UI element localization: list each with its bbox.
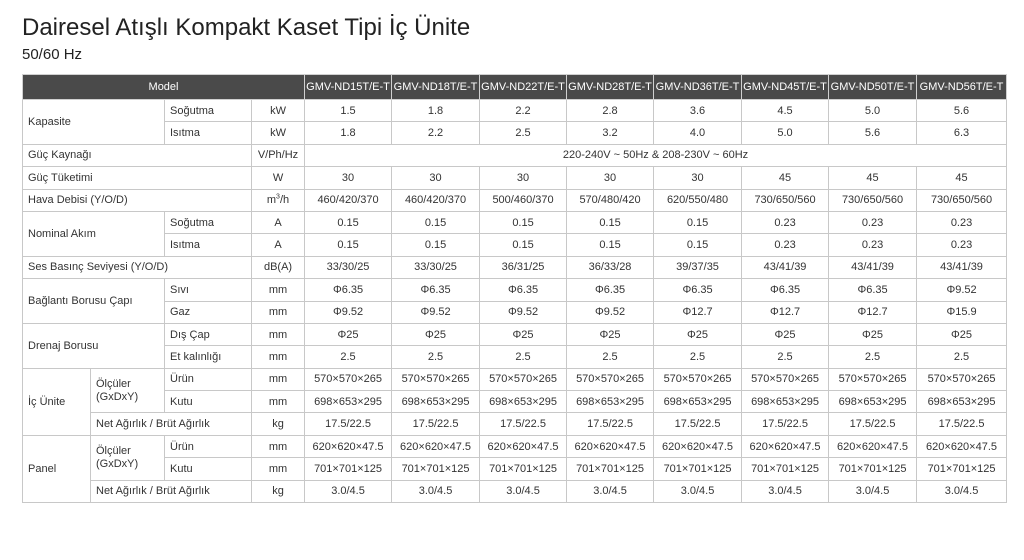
- value-cell: Φ25: [654, 323, 742, 345]
- value-cell: Φ25: [392, 323, 480, 345]
- value-cell: 30: [392, 167, 480, 189]
- value-cell: 698×653×295: [829, 391, 917, 413]
- value-cell: Φ15.9: [917, 301, 1007, 323]
- value-cell: 2.5: [392, 346, 480, 368]
- spec-table-body: [23, 100, 1007, 503]
- value-cell: Φ9.52: [392, 301, 480, 323]
- value-cell: 620×620×47.5: [742, 435, 829, 457]
- value-cell: 0.23: [829, 211, 917, 233]
- value-cell: 698×653×295: [567, 391, 654, 413]
- row-group-label: Drenaj Borusu: [23, 323, 165, 368]
- row-unit: mm: [252, 435, 305, 457]
- value-cell: 3.2: [567, 122, 654, 144]
- value-cell: 2.5: [917, 346, 1007, 368]
- value-cell: 570×570×265: [917, 368, 1007, 390]
- value-cell: 2.5: [654, 346, 742, 368]
- value-cell: 620×620×47.5: [829, 435, 917, 457]
- value-cell: 3.6: [654, 100, 742, 122]
- table-row: [23, 211, 1007, 233]
- value-cell: 0.23: [742, 211, 829, 233]
- value-cell: 0.15: [480, 211, 567, 233]
- value-cell: 17.5/22.5: [654, 413, 742, 435]
- unit-base: m: [266, 194, 277, 207]
- row-sub-label: Net Ağırlık / Brüt Ağırlık: [91, 480, 252, 502]
- value-cell: 30: [654, 167, 742, 189]
- row-unit: mm: [252, 323, 305, 345]
- value-cell: 0.15: [480, 234, 567, 256]
- value-cell: 3.0/4.5: [742, 480, 829, 502]
- row-group-label: Panel: [23, 435, 91, 502]
- value-cell: Φ12.7: [654, 301, 742, 323]
- value-cell: 43/41/39: [917, 256, 1007, 278]
- value-cell: 17.5/22.5: [917, 413, 1007, 435]
- row-sub-label: Kutu: [165, 391, 252, 413]
- table-row: [23, 189, 1007, 211]
- row-unit: mm: [252, 458, 305, 480]
- value-cell: 3.0/4.5: [917, 480, 1007, 502]
- value-cell: 0.15: [305, 234, 392, 256]
- row-sub-label: Soğutma: [165, 100, 252, 122]
- table-row: [23, 301, 1007, 323]
- row-sub-label: Ürün: [165, 368, 252, 390]
- value-cell: 620/550/480: [654, 189, 742, 211]
- row-sub-label: Kutu: [165, 458, 252, 480]
- value-cell: Φ6.35: [654, 279, 742, 301]
- table-row: [23, 100, 1007, 122]
- value-cell: 6.3: [917, 122, 1007, 144]
- value-cell: 0.15: [654, 211, 742, 233]
- value-cell: 0.23: [917, 234, 1007, 256]
- value-cell: Φ6.35: [567, 279, 654, 301]
- value-cell: 1.8: [392, 100, 480, 122]
- unit-tail: /h: [279, 194, 290, 207]
- row-sub-label: Sıvı: [165, 279, 252, 301]
- value-cell: 0.23: [917, 211, 1007, 233]
- table-row: [23, 279, 1007, 301]
- row-group-label: Nominal Akım: [23, 211, 165, 256]
- value-cell: 33/30/25: [392, 256, 480, 278]
- model-header-cell: GMV-ND50T/E-T: [829, 75, 917, 100]
- value-cell: Φ9.52: [567, 301, 654, 323]
- table-row: [23, 435, 1007, 457]
- value-cell: 43/41/39: [829, 256, 917, 278]
- value-cell: 5.0: [829, 100, 917, 122]
- row-unit: dB(A): [252, 256, 305, 278]
- value-cell: 30: [480, 167, 567, 189]
- value-cell: 730/650/560: [742, 189, 829, 211]
- row-sub-label: Dış Çap: [165, 323, 252, 345]
- unit-superscript: 3: [276, 193, 280, 201]
- value-cell: 0.23: [829, 234, 917, 256]
- value-cell: Φ25: [917, 323, 1007, 345]
- value-cell: 0.15: [392, 211, 480, 233]
- row-unit: mm: [252, 279, 305, 301]
- value-cell: 698×653×295: [917, 391, 1007, 413]
- value-cell: 3.0/4.5: [305, 480, 392, 502]
- value-cell: 570×570×265: [829, 368, 917, 390]
- value-cell: 570×570×265: [567, 368, 654, 390]
- table-row: [23, 323, 1007, 345]
- value-cell: 570×570×265: [392, 368, 480, 390]
- value-cell: 45: [742, 167, 829, 189]
- value-cell: Φ9.52: [480, 301, 567, 323]
- table-row: [23, 346, 1007, 368]
- value-cell: 3.0/4.5: [480, 480, 567, 502]
- value-cell: 17.5/22.5: [305, 413, 392, 435]
- row-label: Güç Tüketimi: [23, 167, 252, 189]
- value-cell: 0.23: [742, 234, 829, 256]
- value-cell: 698×653×295: [742, 391, 829, 413]
- row-subgroup-label: Ölçüler (GxDxY): [91, 368, 165, 413]
- row-sub-label: Net Ağırlık / Brüt Ağırlık: [91, 413, 252, 435]
- value-cell: 2.5: [829, 346, 917, 368]
- value-cell: 701×701×125: [654, 458, 742, 480]
- value-cell: 0.15: [567, 211, 654, 233]
- row-unit: mm: [252, 346, 305, 368]
- row-unit: A: [252, 211, 305, 233]
- value-cell: 36/33/28: [567, 256, 654, 278]
- row-group-label: İç Ünite: [23, 368, 91, 435]
- value-cell: 2.5: [305, 346, 392, 368]
- value-cell: 0.15: [305, 211, 392, 233]
- value-cell: 701×701×125: [742, 458, 829, 480]
- row-sub-label: Et kalınlığı: [165, 346, 252, 368]
- value-cell: 17.5/22.5: [392, 413, 480, 435]
- value-cell: 701×701×125: [567, 458, 654, 480]
- value-cell: 701×701×125: [305, 458, 392, 480]
- value-cell: 45: [829, 167, 917, 189]
- value-cell: 698×653×295: [654, 391, 742, 413]
- value-cell: 2.5: [480, 122, 567, 144]
- value-cell: 500/460/370: [480, 189, 567, 211]
- value-cell: 620×620×47.5: [654, 435, 742, 457]
- row-sub-label: Ürün: [165, 435, 252, 457]
- value-cell: Φ6.35: [305, 279, 392, 301]
- table-row: [23, 122, 1007, 144]
- value-cell: Φ25: [829, 323, 917, 345]
- value-cell: 701×701×125: [480, 458, 567, 480]
- model-header: Model: [23, 75, 305, 100]
- value-cell: 3.0/4.5: [567, 480, 654, 502]
- value-cell: 620×620×47.5: [392, 435, 480, 457]
- row-sub-label: Soğutma: [165, 211, 252, 233]
- value-cell: 570×570×265: [742, 368, 829, 390]
- model-header-cell: GMV-ND18T/E-T: [392, 75, 480, 100]
- value-cell: 30: [305, 167, 392, 189]
- spanned-value-cell: 220-240V ~ 50Hz & 208-230V ~ 60Hz: [305, 144, 1007, 166]
- row-unit: mm: [252, 391, 305, 413]
- value-cell: 570×570×265: [654, 368, 742, 390]
- value-cell: Φ25: [567, 323, 654, 345]
- value-cell: 36/31/25: [480, 256, 567, 278]
- value-cell: 2.5: [742, 346, 829, 368]
- value-cell: 2.2: [392, 122, 480, 144]
- row-group-label: Kapasite: [23, 100, 165, 145]
- row-unit: mm: [252, 301, 305, 323]
- value-cell: 5.6: [917, 100, 1007, 122]
- value-cell: 3.0/4.5: [654, 480, 742, 502]
- value-cell: 30: [567, 167, 654, 189]
- value-cell: 0.15: [654, 234, 742, 256]
- value-cell: 17.5/22.5: [480, 413, 567, 435]
- row-unit: V/Ph/Hz: [252, 144, 305, 166]
- row-unit: A: [252, 234, 305, 256]
- value-cell: 1.5: [305, 100, 392, 122]
- value-cell: 730/650/560: [829, 189, 917, 211]
- value-cell: Φ9.52: [917, 279, 1007, 301]
- value-cell: 698×653×295: [305, 391, 392, 413]
- value-cell: 33/30/25: [305, 256, 392, 278]
- value-cell: 1.8: [305, 122, 392, 144]
- model-header-cell: GMV-ND56T/E-T: [917, 75, 1007, 100]
- value-cell: 17.5/22.5: [567, 413, 654, 435]
- value-cell: Φ25: [742, 323, 829, 345]
- spec-table: [22, 74, 1007, 503]
- value-cell: 730/650/560: [917, 189, 1007, 211]
- value-cell: Φ6.35: [392, 279, 480, 301]
- table-row: [23, 458, 1007, 480]
- table-row: [23, 234, 1007, 256]
- value-cell: 698×653×295: [480, 391, 567, 413]
- row-label: Hava Debisi (Y/O/D): [23, 189, 252, 211]
- row-unit: kW: [252, 100, 305, 122]
- value-cell: 17.5/22.5: [829, 413, 917, 435]
- row-group-label: Bağlantı Borusu Çapı: [23, 279, 165, 324]
- value-cell: 570×570×265: [305, 368, 392, 390]
- row-unit: kg: [252, 480, 305, 502]
- value-cell: 620×620×47.5: [305, 435, 392, 457]
- page-title: Dairesel Atışlı Kompakt Kaset Tipi İç Ünite: [22, 14, 471, 41]
- value-cell: 2.8: [567, 100, 654, 122]
- value-cell: 4.5: [742, 100, 829, 122]
- row-label: Ses Basınç Seviyesi (Y/O/D): [23, 256, 252, 278]
- value-cell: Φ6.35: [829, 279, 917, 301]
- row-sub-label: Isıtma: [165, 234, 252, 256]
- value-cell: 2.5: [480, 346, 567, 368]
- value-cell: Φ25: [480, 323, 567, 345]
- table-row: [23, 391, 1007, 413]
- row-label: Güç Kaynağı: [23, 144, 252, 166]
- row-sub-label: Gaz: [165, 301, 252, 323]
- value-cell: 3.0/4.5: [829, 480, 917, 502]
- value-cell: 698×653×295: [392, 391, 480, 413]
- value-cell: Φ9.52: [305, 301, 392, 323]
- value-cell: 17.5/22.5: [742, 413, 829, 435]
- row-unit: W: [252, 167, 305, 189]
- row-sub-label: Isıtma: [165, 122, 252, 144]
- value-cell: 570×570×265: [480, 368, 567, 390]
- model-header-cell: GMV-ND28T/E-T: [567, 75, 654, 100]
- row-unit: [252, 189, 305, 211]
- model-header-cell: GMV-ND36T/E-T: [654, 75, 742, 100]
- header-row: [23, 75, 1007, 100]
- value-cell: 2.5: [567, 346, 654, 368]
- row-unit: kg: [252, 413, 305, 435]
- table-row: [23, 144, 1007, 166]
- model-header-cell: GMV-ND22T/E-T: [480, 75, 567, 100]
- table-row: [23, 167, 1007, 189]
- value-cell: 620×620×47.5: [480, 435, 567, 457]
- value-cell: 701×701×125: [917, 458, 1007, 480]
- value-cell: 3.0/4.5: [392, 480, 480, 502]
- page-subtitle: 50/60 Hz: [22, 46, 83, 63]
- value-cell: 4.0: [654, 122, 742, 144]
- value-cell: 2.2: [480, 100, 567, 122]
- table-row: [23, 368, 1007, 390]
- row-unit: kW: [252, 122, 305, 144]
- value-cell: 460/420/370: [392, 189, 480, 211]
- value-cell: 0.15: [392, 234, 480, 256]
- value-cell: 701×701×125: [392, 458, 480, 480]
- table-row: [23, 256, 1007, 278]
- value-cell: 620×620×47.5: [917, 435, 1007, 457]
- value-cell: Φ12.7: [742, 301, 829, 323]
- value-cell: Φ25: [305, 323, 392, 345]
- value-cell: 43/41/39: [742, 256, 829, 278]
- row-subgroup-label: Ölçüler (GxDxY): [91, 435, 165, 480]
- value-cell: 0.15: [567, 234, 654, 256]
- value-cell: Φ6.35: [742, 279, 829, 301]
- value-cell: 45: [917, 167, 1007, 189]
- value-cell: 620×620×47.5: [567, 435, 654, 457]
- model-header-cell: GMV-ND15T/E-T: [305, 75, 392, 100]
- row-unit: mm: [252, 368, 305, 390]
- value-cell: Φ6.35: [480, 279, 567, 301]
- value-cell: 5.0: [742, 122, 829, 144]
- table-row: [23, 413, 1007, 435]
- value-cell: 5.6: [829, 122, 917, 144]
- value-cell: 460/420/370: [305, 189, 392, 211]
- table-row: [23, 480, 1007, 502]
- model-header-cell: GMV-ND45T/E-T: [742, 75, 829, 100]
- value-cell: Φ12.7: [829, 301, 917, 323]
- value-cell: 39/37/35: [654, 256, 742, 278]
- value-cell: 701×701×125: [829, 458, 917, 480]
- value-cell: 570/480/420: [567, 189, 654, 211]
